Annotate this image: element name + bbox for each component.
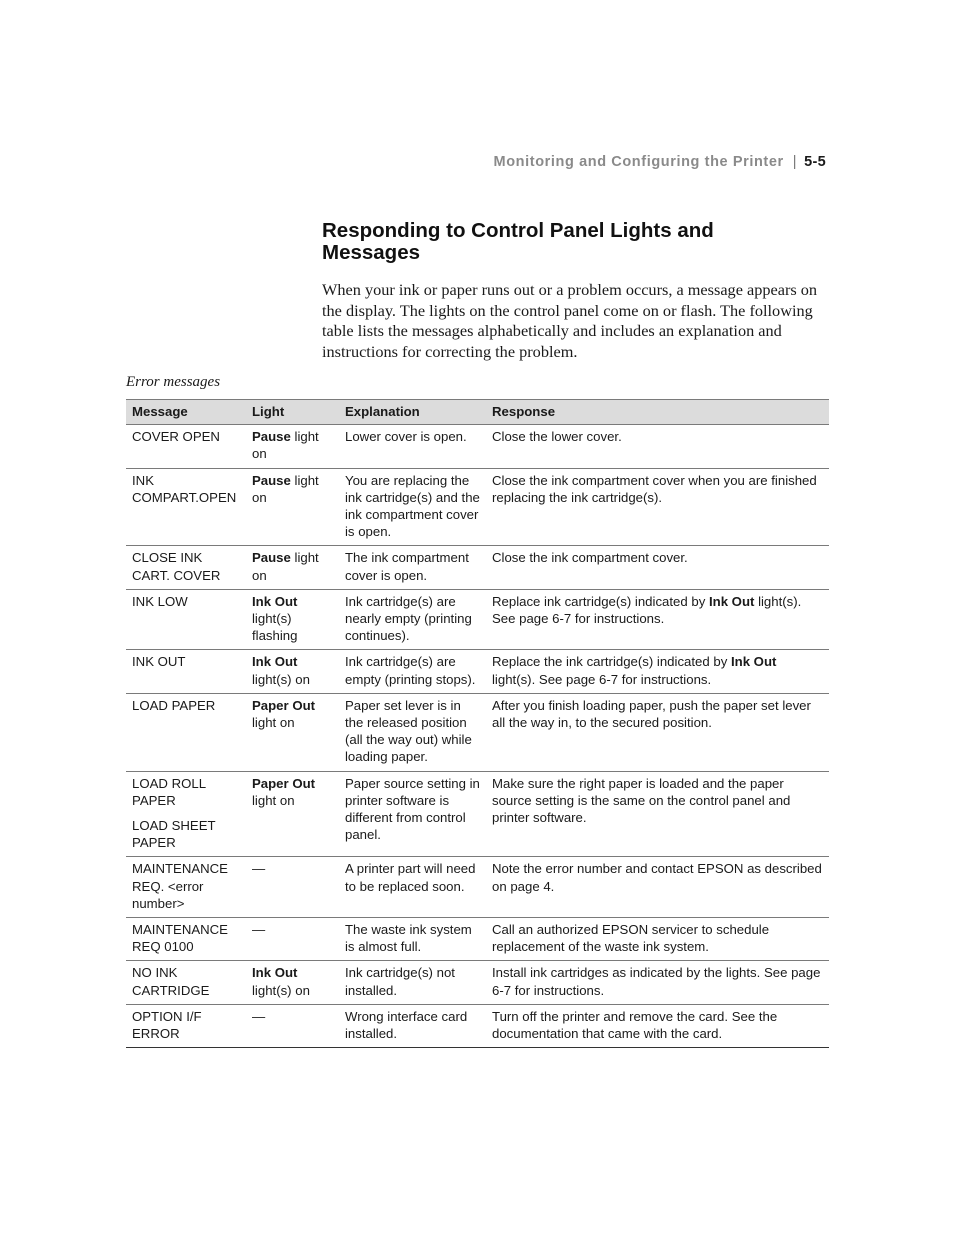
message-cell <box>126 546 246 589</box>
explanation-cell: Wrong interface card installed. <box>339 1004 486 1047</box>
running-title: Monitoring and Configuring the Printer <box>493 154 784 170</box>
explanation-cell: Paper set lever is in the released position (all the way out) while loading paper. <box>339 693 486 771</box>
response-cell <box>486 468 829 546</box>
light-cell <box>246 693 339 771</box>
message-text: INK COMPART.OPEN <box>132 472 237 505</box>
response-cell <box>486 425 829 468</box>
message-cell <box>126 693 246 771</box>
light-cell <box>246 425 339 468</box>
response-text: light(s). See page 6-7 for instructions. <box>492 593 802 627</box>
response-text: Replace ink cartridge(s) indicated by <box>492 593 709 609</box>
response-text: Make sure the right paper is loaded and the paper source setting is the same on the control panel and printer software. <box>492 775 791 826</box>
light-state: light on <box>252 715 295 731</box>
table-row <box>126 771 829 857</box>
table-row <box>126 546 829 589</box>
error-messages-table <box>126 399 829 1048</box>
light-name: Ink Out <box>252 654 298 670</box>
message-text: NO INK CARTRIDGE <box>132 965 210 998</box>
light-state: light(s) flashing <box>252 611 298 644</box>
explanation-cell: Ink cartridge(s) are empty (printing stops). <box>339 650 486 693</box>
message-cell <box>126 468 246 546</box>
intro-paragraph: When your ink or paper runs out or a problem occurs, a message appears on the display. The lights on the control panel come on or flash. The following table lists the messages alphabetically and includes an explanation and instructions for correcting the problem. <box>322 280 818 361</box>
light-cell <box>246 1004 339 1047</box>
response-text: Close the lower cover. <box>492 429 622 445</box>
light-cell <box>246 961 339 1004</box>
light-state: — <box>252 1008 266 1024</box>
response-cell <box>486 693 829 771</box>
message-cell <box>126 918 246 961</box>
light-cell <box>246 546 339 589</box>
response-cell <box>486 1004 829 1047</box>
response-cell <box>486 918 829 961</box>
light-cell <box>246 650 339 693</box>
light-cell <box>246 857 339 918</box>
light-name: Paper Out <box>252 697 316 713</box>
response-text: Note the error number and contact EPSON as described on page 4. <box>492 861 822 894</box>
light-name: Pause <box>252 472 291 488</box>
light-state: light on <box>252 429 319 462</box>
table-row <box>126 918 829 961</box>
explanation-cell: The waste ink system is almost full. <box>339 918 486 961</box>
section-heading: Responding to Control Panel Lights and Messages <box>322 219 714 264</box>
response-cell <box>486 961 829 1004</box>
message-cell <box>126 771 246 857</box>
light-name: Paper Out <box>252 775 316 791</box>
table-header-row <box>126 400 829 425</box>
explanation-cell: You are replacing the ink cartridge(s) and the ink compartment cover is open. <box>339 468 486 546</box>
message-text: MAINTENANCE REQ. <error number> <box>132 861 228 911</box>
message-text: LOAD ROLL PAPER <box>132 775 206 808</box>
table-row <box>126 857 829 918</box>
table-row <box>126 961 829 1004</box>
light-cell <box>246 589 339 650</box>
table-row <box>126 468 829 546</box>
explanation-cell: Lower cover is open. <box>339 425 486 468</box>
message-cell <box>126 650 246 693</box>
header-separator: | <box>792 154 798 170</box>
light-cell <box>246 468 339 546</box>
light-state: light(s) on <box>252 671 310 687</box>
light-state: light(s) on <box>252 982 310 998</box>
response-cell <box>486 650 829 693</box>
response-emphasis: Ink Out <box>708 593 755 609</box>
message-cell <box>126 589 246 650</box>
message-text: CLOSE INK CART. COVER <box>132 550 221 583</box>
response-cell <box>486 589 829 650</box>
response-cell <box>486 857 829 918</box>
message-text: LOAD SHEET PAPER <box>132 818 216 851</box>
table-row <box>126 1004 829 1047</box>
response-text: Replace the ink cartridge(s) indicated by <box>492 654 731 670</box>
response-emphasis: Ink Out <box>730 654 777 670</box>
table-row <box>126 589 829 650</box>
table-body <box>126 425 829 1048</box>
table-row <box>126 425 829 468</box>
light-name: Pause <box>252 550 291 566</box>
explanation-cell: Paper source setting in printer software is different from control panel. <box>339 771 486 857</box>
light-name: Ink Out <box>252 965 298 981</box>
page-number: 5-5 <box>804 154 826 170</box>
explanation-cell: Ink cartridge(s) not installed. <box>339 961 486 1004</box>
message-cell <box>126 425 246 468</box>
response-text: Install ink cartridges as indicated by the lights. See page 6-7 for instructions. <box>492 965 821 998</box>
response-text: Close the ink compartment cover when you are finished replacing the ink cartridge(s). <box>492 472 817 505</box>
column-header-explanation: Explanation <box>339 400 486 425</box>
message-text: INK LOW <box>132 593 188 609</box>
light-name: Pause <box>252 429 291 445</box>
light-state: light on <box>252 550 319 583</box>
table-caption: Error messages <box>126 374 221 390</box>
response-text: Close the ink compartment cover. <box>492 550 688 566</box>
response-cell <box>486 771 829 857</box>
column-header-light: Light <box>246 400 339 425</box>
light-cell <box>246 771 339 857</box>
message-cell <box>126 857 246 918</box>
light-state: light on <box>252 472 319 505</box>
response-text: Call an authorized EPSON servicer to schedule replacement of the waste ink system. <box>492 922 770 955</box>
message-text: INK OUT <box>132 654 186 670</box>
explanation-cell: The ink compartment cover is open. <box>339 546 486 589</box>
response-text: Turn off the printer and remove the card. See the documentation that came with the card. <box>492 1008 778 1042</box>
message-cell <box>126 961 246 1004</box>
column-header-message: Message <box>126 400 246 425</box>
explanation-cell: Ink cartridge(s) are nearly empty (printing continues). <box>339 589 486 650</box>
table-row <box>126 650 829 693</box>
message-cell <box>126 1004 246 1047</box>
light-name: Ink Out <box>252 593 298 609</box>
message-text: MAINTENANCE REQ 0100 <box>132 922 228 955</box>
message-text: COVER OPEN <box>132 429 220 445</box>
running-header <box>494 154 826 170</box>
table-row <box>126 693 829 771</box>
response-text: After you finish loading paper, push the paper set lever all the way in, to the secured position. <box>492 697 811 731</box>
light-state: — <box>252 861 266 877</box>
message-text: OPTION I/F ERROR <box>132 1008 202 1042</box>
explanation-cell: A printer part will need to be replaced soon. <box>339 857 486 918</box>
response-cell <box>486 546 829 589</box>
column-header-response: Response <box>486 400 829 425</box>
response-text: light(s). See page 6-7 for instructions. <box>492 671 712 687</box>
message-text: LOAD PAPER <box>132 697 216 713</box>
light-state: — <box>252 922 266 938</box>
light-state: light on <box>252 792 295 808</box>
light-cell <box>246 918 339 961</box>
